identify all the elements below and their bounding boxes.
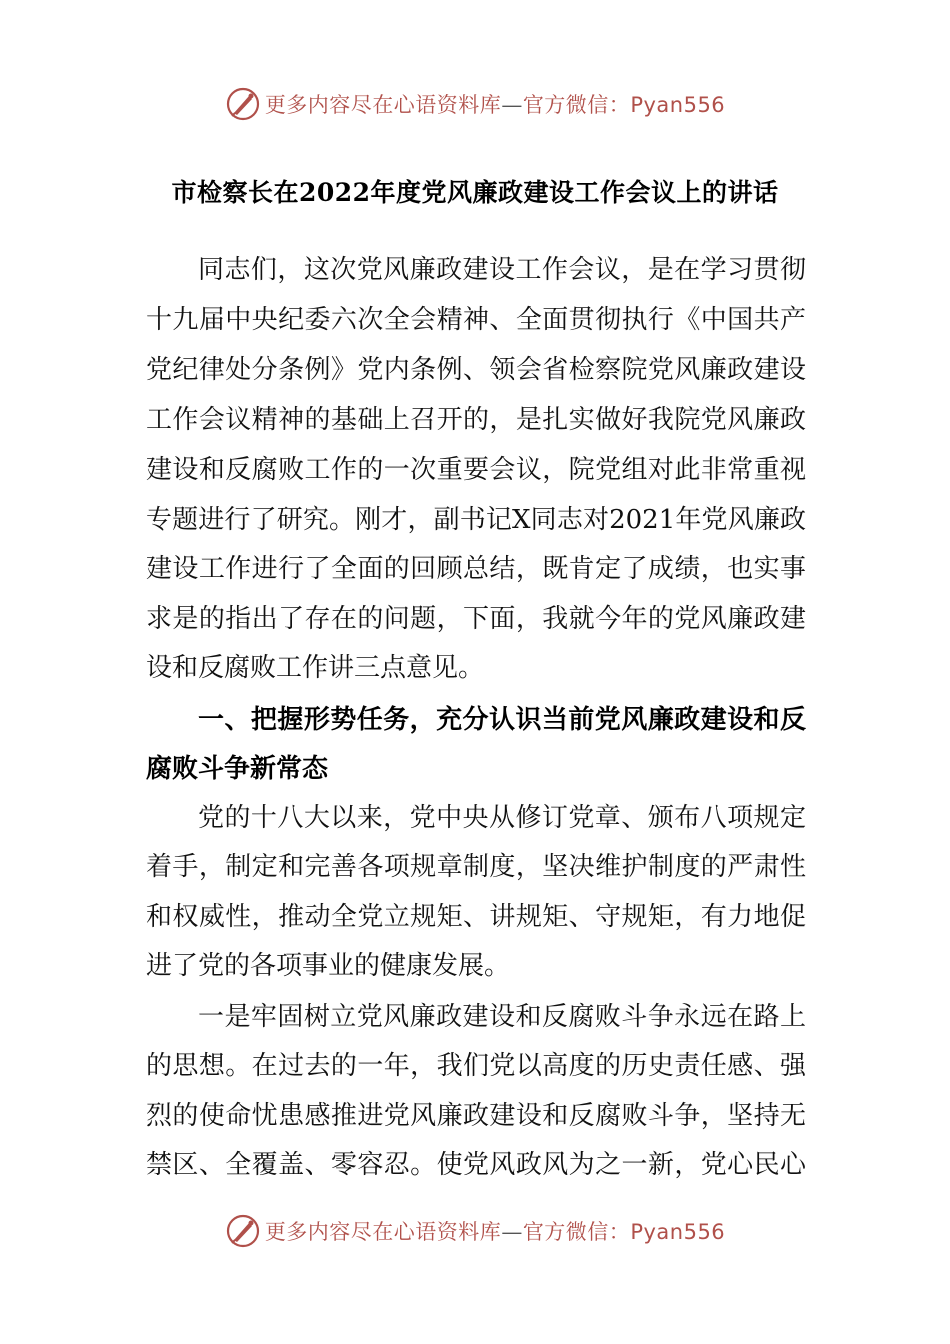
body-line: 建设和反腐败工作的一次重要会议，院党组对此非常重视	[146, 455, 806, 485]
body-line: 烈的使命忧患感推进党风廉政建设和反腐败斗争，坚持无	[146, 1101, 806, 1131]
body-line: 一是牢固树立党风廉政建设和反腐败斗争永远在路上	[198, 1002, 806, 1032]
pen-logo-icon	[225, 86, 261, 122]
body-line: 专题进行了研究。刚才，副书记X同志对2021年党风廉政	[146, 505, 806, 535]
body-line: 求是的指出了存在的问题，下面，我就今年的党风廉政建	[146, 604, 806, 634]
body-line: 建设工作进行了全面的回顾总结，既肯定了成绩，也实事	[146, 554, 806, 584]
watermark-wechat-label: 官方微信：	[522, 1220, 631, 1244]
watermark-text	[265, 89, 725, 119]
body-line: 党的十八大以来，党中央从修订党章、颁布八项规定	[198, 803, 806, 833]
body-line: 禁区、全覆盖、零容忍。使党风政风为之一新，党心民心	[146, 1150, 806, 1180]
body-line: 设和反腐败工作讲三点意见。	[146, 653, 485, 683]
watermark-separator: —	[501, 93, 523, 117]
section-heading-1-cont: 腐败斗争新常态	[146, 754, 329, 784]
body-line: 工作会议精神的基础上召开的，是扎实做好我院党风廉政	[146, 405, 806, 435]
watermark-library-text: 更多内容尽在心语资料库	[264, 93, 502, 117]
body-line: 进了党的各项事业的健康发展。	[146, 951, 511, 981]
watermark-separator: —	[501, 1220, 523, 1244]
body-line: 同志们，这次党风廉政建设工作会议，是在学习贯彻	[198, 255, 806, 285]
body-line: 着手，制定和完善各项规章制度，坚决维护制度的严肃性	[146, 852, 806, 882]
body-line: 的思想。在过去的一年，我们党以高度的历史责任感、强	[146, 1051, 806, 1081]
header-watermark-banner	[0, 84, 950, 124]
body-line: 和权威性，推动全党立规矩、讲规矩、守规矩，有力地促	[146, 902, 806, 932]
section-heading-1: 一、把握形势任务，充分认识当前党风廉政建设和反	[198, 705, 806, 735]
watermark-wechat-id: Pyan556	[630, 93, 726, 117]
body-line: 党纪律处分条例》党内条例、领会省检察院党风廉政建设	[146, 355, 806, 385]
body-line: 十九届中央纪委六次全会精神、全面贯彻执行《中国共产	[146, 305, 806, 335]
footer-watermark-banner	[0, 1211, 950, 1251]
watermark-library-text: 更多内容尽在心语资料库	[264, 1220, 502, 1244]
watermark-wechat-label: 官方微信：	[522, 93, 631, 117]
pen-logo-icon	[225, 1213, 261, 1249]
document-title: 市检察长在2022年度党风廉政建设工作会议上的讲话	[171, 178, 779, 207]
watermark-wechat-id: Pyan556	[630, 1220, 726, 1244]
watermark-text	[265, 1216, 725, 1246]
